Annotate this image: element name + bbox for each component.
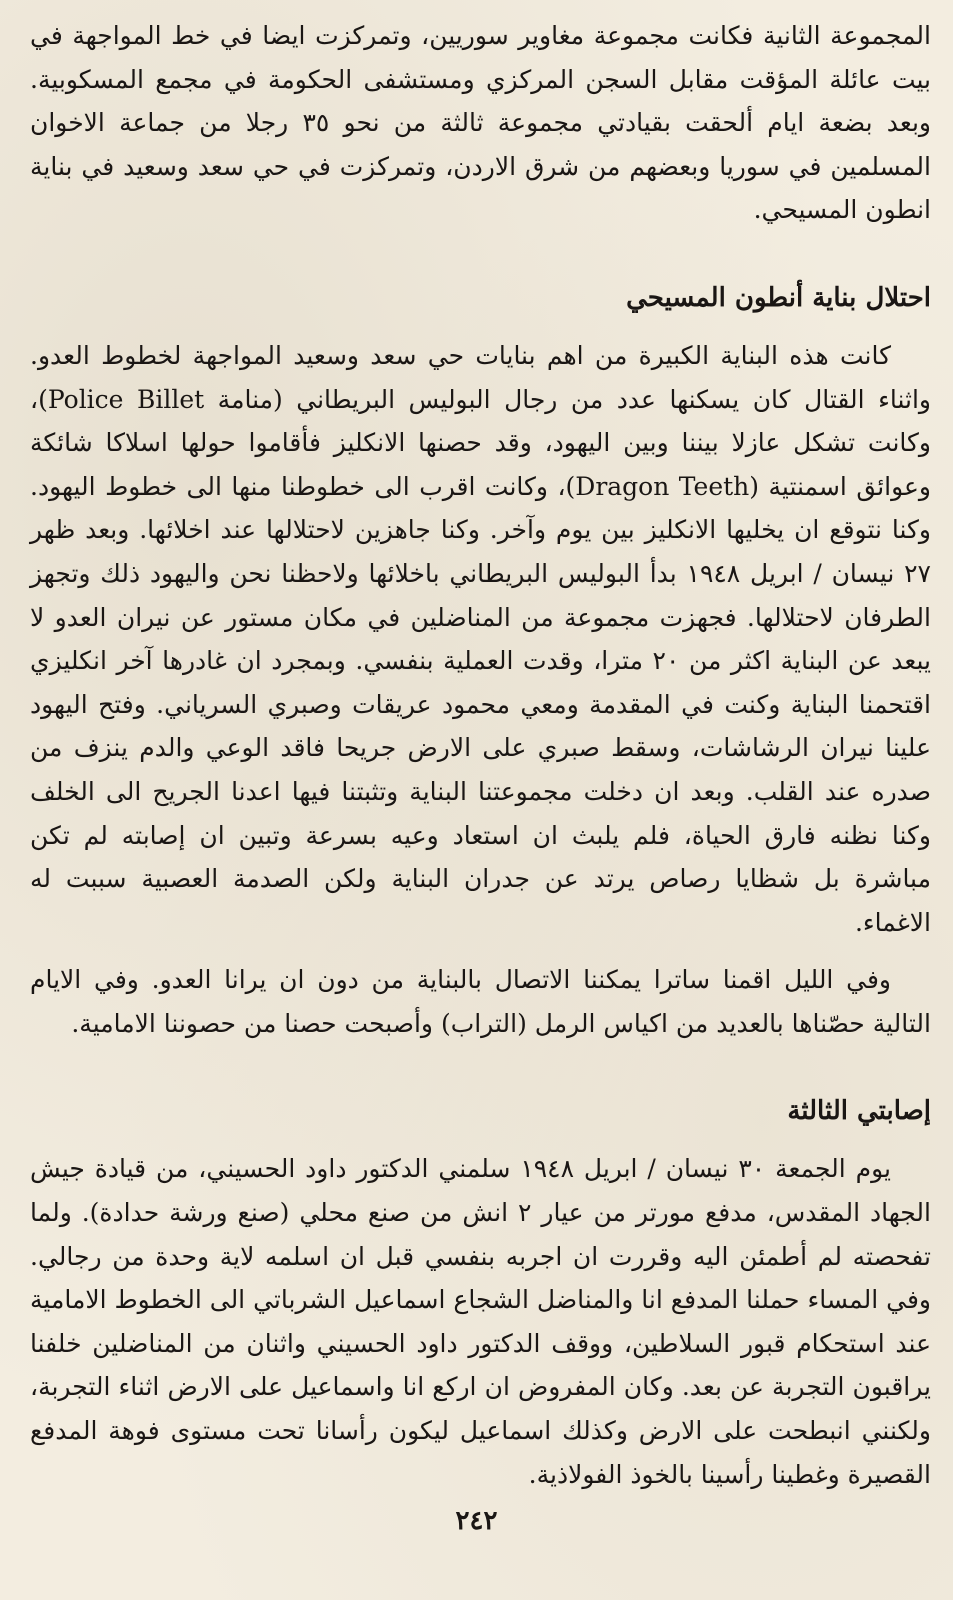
spacer — [30, 1045, 931, 1089]
section-heading-antoun-building: احتلال بناية أنطون المسيحي — [626, 282, 931, 313]
third-injury-paragraph: يوم الجمعة ٣٠ نيسان / ابريل ١٩٤٨ سلمني الدكتور داود الحسيني، من قيادة جيش الجهاد المقدس، مدفع مورتر من عيار ٢ انش من صنع محلي (صنع ورشة حدادة). ولما تفحصته لم أطمئن اليه وقررت ان اجربه بنفسي قبل ان اسلمه لاية وحدة من رجالي. وفي المساء حملنا المدفع انا والمناضل الشجاع اسماعيل الشرباتي الى الخطوط الامامية عند استحكام قبور السلاطين، ووقف الدكتور داود الحسيني واثنان من المناضلين خلفنا يراقبون التجربة عن بعد. وكان المفروض ان اركع انا واسماعيل على الارض اثناء التجربة، ولكنني انبطحت على الارض وكذلك اسماعيل ليكون رأسانا تحت مستوى فوهة المدفع القصيرة وغطينا رأسينا بالخوذ الفولاذية. — [30, 1154, 932, 1489]
section-heading-third-injury: إصابتي الثالثة — [787, 1096, 931, 1127]
spacer — [30, 232, 931, 276]
spacer — [30, 944, 931, 958]
spacer — [30, 1133, 931, 1147]
page-number: ٢٤٢ — [455, 1506, 498, 1536]
antoun-building-paragraph: كانت هذه البناية الكبيرة من اهم بنايات حي سعد وسعيد المواجهة لخطوط العدو. واثناء القتال كان يسكنها عدد من رجال البوليس البريطاني (منامة Police Billet)، وكانت تشكل عازلا بيننا وبين اليهود، وقد حصنها الانكليز فأقاموا حولها اسلاكا شائكة وعوائق اسمنتية (Dragon Teeth)، وكانت اقرب الى خطوطنا منها الى خطوط اليهود. وكنا نتوقع ان يخليها الانكليز بين يوم وآخر. وكنا جاهزين لاحتلالها عند اخلائها. وبعد ظهر ٢٧ نيسان / ابريل ١٩٤٨ بدأ البوليس البريطاني باخلائها ولاحظنا نحن واليهود ذلك وتجهز الطرفان لاحتلالها. فجهزت مجموعة من المناضلين في مكان مستور عن نيران العدو لا يبعد عن البناية اكثر من ٢٠ مترا، وقدت العملية بنفسي. وبمجرد ان غادرها آخر انكليزي اقتحمنا البناية وكنت في المقدمة ومعي محمود عريقات وصبري السرياني. وفتح اليهود علينا نيران الرشاشات، وسقط صبري على الارض جريحا فاقد الوعي والدم ينزف من صدره عند القلب. وبعد ان دخلت مجموعتنا البناية وتثبتنا فيها اعدنا الجريح الى الخلف وكنا نظنه فارق الحياة، فلم يلبث ان استعاد وعيه بسرعة وتبين ان إصابته لم تكن مباشرة بل شظايا رصاص يرتد عن جدران البناية ولكن الصدمة العصبية سببت له الاغماء. — [30, 340, 931, 937]
spacer — [30, 320, 931, 334]
intro-paragraph: المجموعة الثانية فكانت مجموعة مغاوير سوريين، وتمركزت ايضا في خط المواجهة في بيت عائلة المؤقت مقابل السجن المركزي ومستشفى الحكومة في مجمع المسكوبية. وبعد بضعة ايام ألحقت بقيادتي مجموعة ثالثة من نحو ٣٥ رجلا من جماعة الاخوان المسلمين في سوريا وبعضهم من شرق الاردن، وتمركزت في حي سعد وسعيد في بناية انطون المسيحي. — [30, 21, 931, 225]
fortification-paragraph: وفي الليل اقمنا ساترا يمكننا الاتصال بالبناية من دون ان يرانا العدو. وفي الايام التالية حصّناها بالعديد من اكياس الرمل (التراب) وأصبحت حصنا من حصوننا الامامية. — [30, 965, 931, 1038]
